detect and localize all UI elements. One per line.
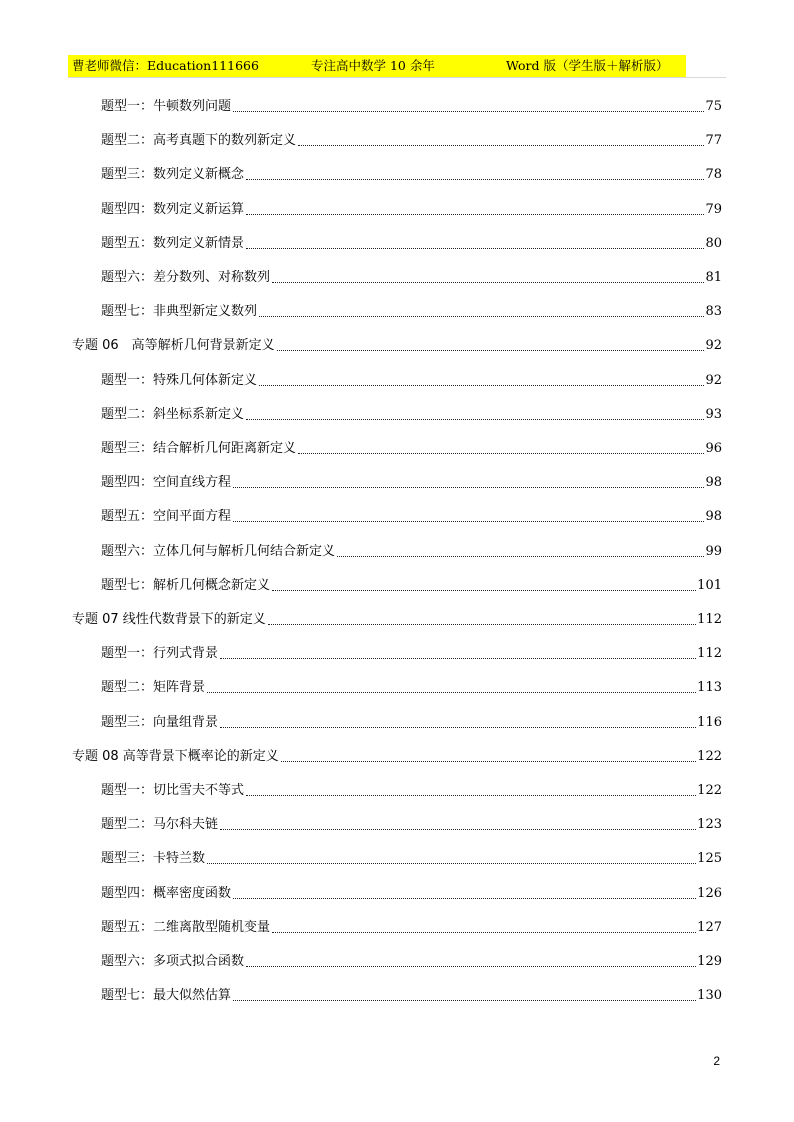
toc-section-entry[interactable] [101,198,722,218]
toc-entry-title: 题型六：差分数列、对称数列 [101,270,271,285]
toc-section-entry[interactable] [101,813,722,833]
toc-entry-title: 题型二：高考真题下的数列新定义 [101,133,297,149]
toc-entry-title: 题型一：行列式背景 [101,646,219,662]
toc-entry-title: 题型三：卡特兰数 [101,851,206,867]
toc-entry-page: 112 [697,646,722,662]
toc-entry-page: 92 [705,338,722,354]
toc-dot-leader [246,213,704,215]
toc-entry-title: 题型二：矩阵背景 [101,680,206,696]
toc-entry-page: 122 [697,748,722,764]
toc-section-entry[interactable] [101,437,722,457]
toc-section-entry[interactable] [101,847,722,867]
toc-dot-leader [233,897,696,899]
toc-chapter-entry[interactable] [72,334,722,354]
toc-dot-leader [207,691,696,693]
toc-section-entry[interactable] [101,642,722,662]
toc-entry-page: 98 [705,475,722,491]
toc-entry-page: 122 [697,783,722,798]
toc-entry-page: 113 [697,680,722,696]
toc-entry-page: 129 [697,954,722,969]
toc-entry-page: 78 [705,167,722,183]
toc-dot-leader [233,999,696,1001]
toc-entry-title: 题型七：最大似然估算 [101,988,232,1004]
toc-dot-leader [246,418,704,420]
toc-dot-leader [233,486,704,488]
toc-entry-page: 112 [697,612,722,627]
toc-entry-page: 116 [697,714,722,730]
toc-entry-page: 81 [705,270,722,285]
toc-entry-page: 123 [697,817,722,833]
toc-section-entry[interactable] [101,369,722,389]
toc-dot-leader [220,657,696,659]
toc-entry-page: 101 [697,577,722,593]
header-edition: Word 版（学生版＋解析版） [506,58,669,73]
toc-dot-leader [246,247,704,249]
toc-entry-title: 专题 08 高等背景下概率论的新定义 [72,748,279,764]
toc-dot-leader [268,623,696,625]
toc-entry-title: 专题 06 高等解析几何背景新定义 [72,338,275,354]
toc-entry-title: 题型一：切比雪夫不等式 [101,783,245,798]
toc-section-entry[interactable] [101,540,722,560]
toc-section-entry[interactable] [101,163,722,183]
toc-dot-leader [272,281,704,283]
toc-entry-page: 75 [705,99,722,114]
toc-entry-page: 127 [697,919,722,935]
toc-section-entry[interactable] [101,232,722,252]
header-slogan: 专注高中数学 10 余年 [311,58,435,73]
toc-entry-title: 题型三：向量组背景 [101,714,219,730]
toc-entry-title: 题型一：特殊几何体新定义 [101,372,258,388]
toc-section-entry[interactable] [101,471,722,491]
toc-section-entry[interactable] [101,984,722,1004]
toc-section-entry[interactable] [101,882,722,902]
toc-entry-title: 题型七：非典型新定义数列 [101,304,258,320]
toc-entry-title: 题型五：空间平面方程 [101,509,232,525]
toc-entry-title: 题型四：概率密度函数 [101,885,232,901]
toc-section-entry[interactable] [101,95,722,115]
toc-dot-leader [259,315,704,317]
toc-section-entry[interactable] [101,505,722,525]
toc-dot-leader [220,828,696,830]
toc-section-entry[interactable] [101,711,722,731]
toc-entry-page: 130 [697,988,722,1004]
toc-dot-leader [246,178,704,180]
toc-dot-leader [272,589,696,591]
toc-entry-page: 79 [705,201,722,217]
toc-section-entry[interactable] [101,403,722,423]
toc-entry-title: 题型三：结合解析几何距离新定义 [101,441,297,456]
toc-section-entry[interactable] [101,129,722,149]
toc-entry-title: 题型二：斜坐标系新定义 [101,406,245,422]
toc-section-entry[interactable] [101,950,722,970]
toc-entry-page: 77 [705,133,722,149]
toc-dot-leader [259,384,704,386]
toc-section-entry[interactable] [101,266,722,286]
toc-entry-title: 题型二：马尔科夫链 [101,817,219,833]
toc-entry-title: 题型四：数列定义新运算 [101,201,245,217]
toc-entry-page: 99 [705,543,722,559]
toc-entry-page: 83 [705,304,722,320]
toc-chapter-entry[interactable] [72,608,722,628]
toc-section-entry[interactable] [101,676,722,696]
page-header [68,55,686,77]
toc-dot-leader [246,965,696,967]
toc-section-entry[interactable] [101,916,722,936]
toc-entry-title: 题型七：解析几何概念新定义 [101,577,271,593]
toc-entry-page: 126 [697,885,722,901]
toc-section-entry[interactable] [101,779,722,799]
toc-section-entry[interactable] [101,300,722,320]
toc-dot-leader [246,794,696,796]
toc-dot-leader [233,520,704,522]
toc-dot-leader [277,349,705,351]
toc-dot-leader [220,726,696,728]
toc-entry-title: 题型一：牛顿数列问题 [101,99,232,114]
toc-entry-page: 80 [705,235,722,251]
header-divider [68,77,726,78]
toc-section-entry[interactable] [101,574,722,594]
toc-entry-title: 题型五：数列定义新情景 [101,235,245,251]
toc-dot-leader [298,144,704,146]
toc-dot-leader [272,931,696,933]
toc-dot-leader [233,110,704,112]
toc-entry-page: 98 [705,509,722,525]
toc-dot-leader [298,452,704,454]
toc-entry-title: 题型六：立体几何与解析几何结合新定义 [101,543,336,559]
toc-dot-leader [337,555,704,557]
toc-entry-page: 93 [705,406,722,422]
toc-entry-title: 题型三：数列定义新概念 [101,167,245,183]
toc-dot-leader [207,862,696,864]
toc-entry-page: 92 [705,372,722,388]
page-number: 2 [713,1054,720,1068]
toc-entry-title: 题型五：二维离散型随机变量 [101,919,271,935]
toc-entry-title: 题型六：多项式拟合函数 [101,954,245,969]
header-contact: 曹老师微信：Education111666 [72,58,259,73]
toc-entry-page: 96 [705,441,722,456]
toc-entry-title: 题型四：空间直线方程 [101,475,232,491]
toc-dot-leader [281,760,696,762]
toc-chapter-entry[interactable] [72,745,722,765]
toc-entry-page: 125 [697,851,722,867]
toc-entry-title: 专题 07 线性代数背景下的新定义 [72,612,266,627]
